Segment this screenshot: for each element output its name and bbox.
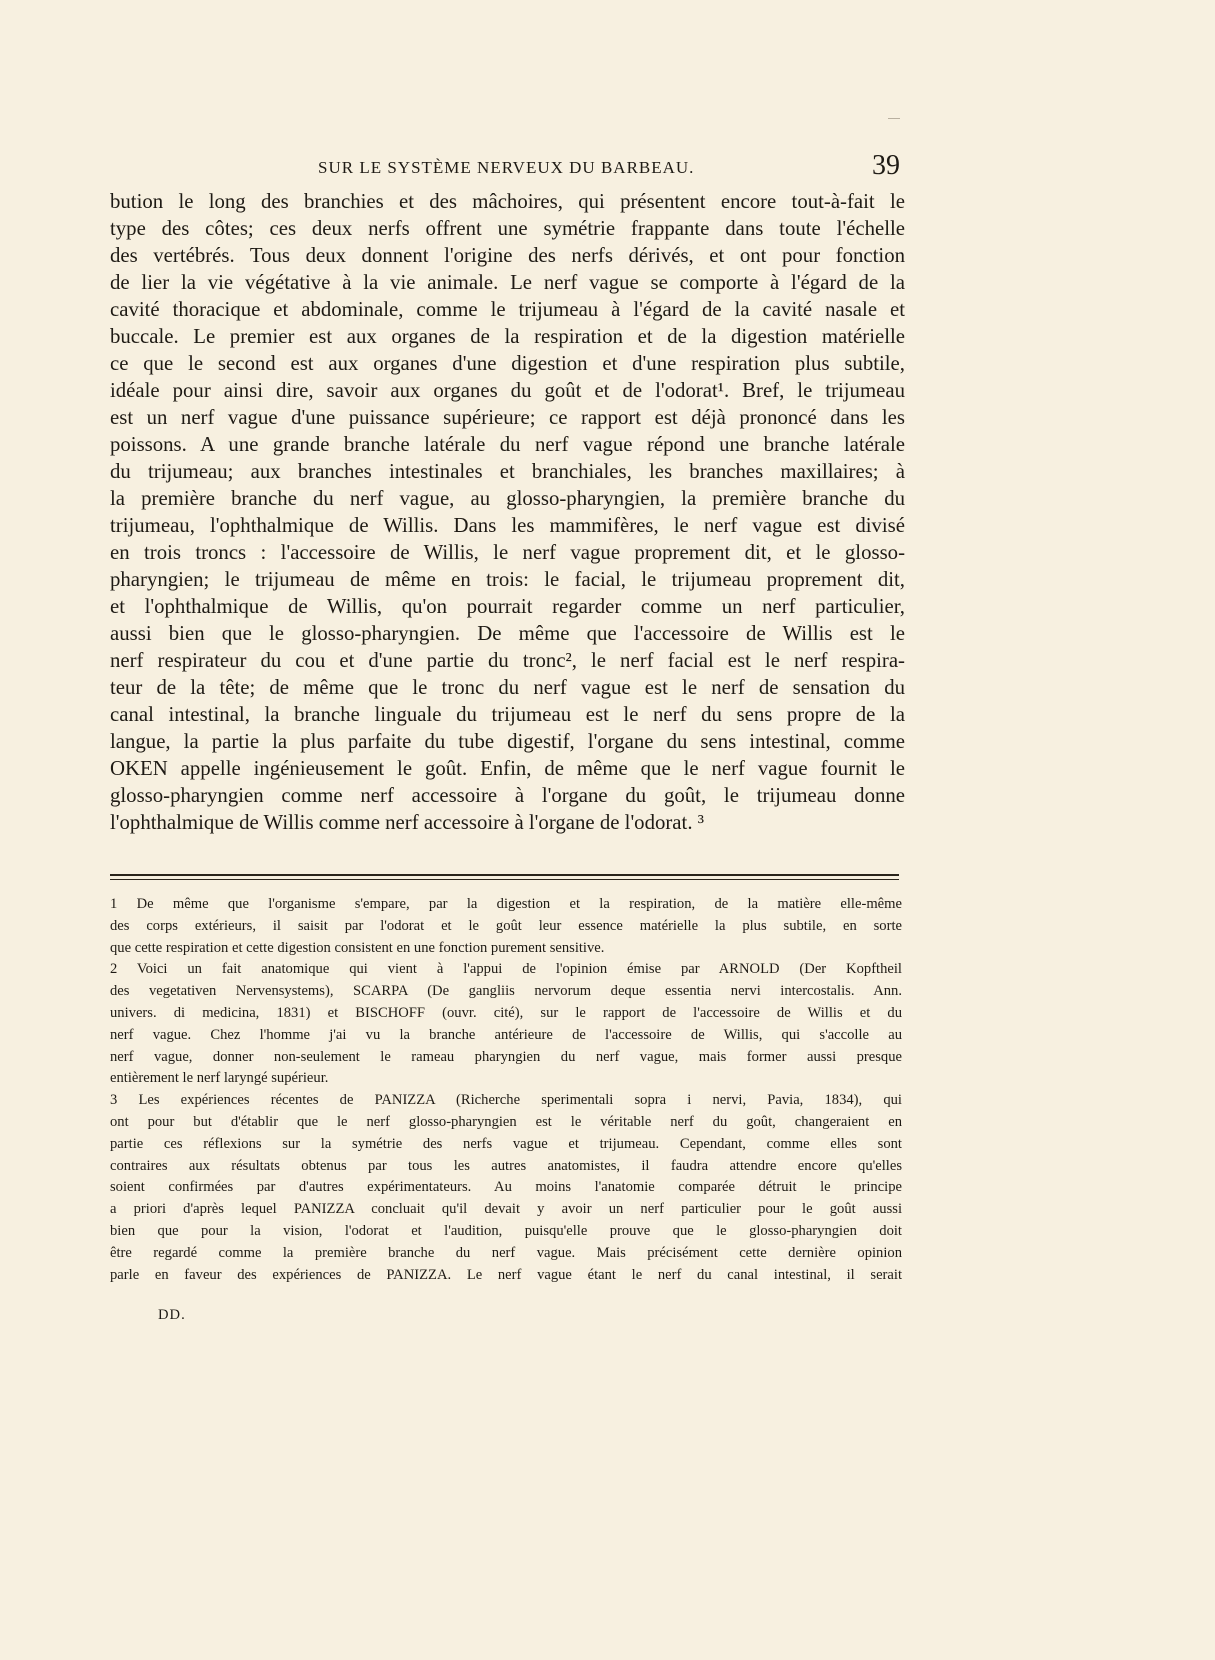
text-line: du trijumeau; aux branches intestinales et branchiales, les branches maxillaires; à	[110, 460, 905, 483]
footnote-line: des vegetativen Nervensystems), SCARPA (De gangliis nervorum deque essentia nervi intercostalis. Ann.	[110, 983, 902, 1000]
footnote-divider-thin	[110, 879, 899, 880]
footnote-line: a priori d'après lequel PANIZZA concluait qu'il devait y avoir un nerf particulier pour le goût aussi	[110, 1201, 902, 1218]
text-line: de lier la vie végétative à la vie animale. Le nerf vague se comporte à l'égard de la	[110, 271, 905, 294]
footnote-line: être regardé comme la première branche du nerf vague. Mais précisément cette dernière opinion	[110, 1244, 902, 1261]
footnote-line: contraires aux résultats obtenus par tous les autres anatomistes, il faudra attendre encore qu'elles	[110, 1157, 902, 1174]
text-line: et l'ophthalmique de Willis, qu'on pourrait regarder comme un nerf particulier,	[110, 595, 905, 618]
text-line: glosso-pharyngien comme nerf accessoire à l'organe du goût, le trijumeau donne	[110, 784, 905, 807]
text-line: ce que le second est aux organes d'une digestion et d'une respiration plus subtile,	[110, 352, 905, 375]
text-line: langue, la partie la plus parfaite du tube digestif, l'organe du sens intestinal, comme	[110, 730, 905, 753]
footnote-line: 3 Les expériences récentes de PANIZZA (Richerche sperimentali sopra i nervi, Pavia, 1834), qui	[110, 1092, 902, 1109]
text-line: aussi bien que le glosso-pharyngien. De même que l'accessoire de Willis est le	[110, 622, 905, 645]
footnote-line: 1 De même que l'organisme s'empare, par la digestion et la respiration, de la matière elle-même	[110, 896, 902, 912]
footnote-line: bien que pour la vision, l'odorat et l'audition, puisqu'elle prouve que le glosso-pharyngien doit	[110, 1222, 902, 1239]
footnote-line: 2 Voici un fait anatomique qui vient à l'appui de l'opinion émise par ARNOLD (Der Kopftheil	[110, 961, 902, 978]
text-line: poissons. A une grande branche latérale du nerf vague répond une branche latérale	[110, 433, 905, 456]
footnote-line: nerf vague, donner non-seulement le rameau pharyngien du nerf vague, mais former aussi presque	[110, 1048, 902, 1065]
footnote-line: que cette respiration et cette digestion consistent en une fonction purement sensitive.	[110, 939, 605, 956]
page-corner-mark	[888, 118, 900, 119]
footnotes	[110, 894, 902, 1286]
text-line: nerf respirateur du cou et d'une partie du tronc², le nerf facial est le nerf respira-	[110, 649, 905, 672]
main-text	[110, 188, 905, 836]
footnote-line: ont pour but d'établir que le nerf glosso-pharyngien est le véritable nerf du goût, changeraient en	[110, 1113, 902, 1130]
text-line: la première branche du nerf vague, au glosso-pharyngien, la première branche du	[110, 487, 905, 510]
footnote-line: partie ces réflexions sur la symétrie des nerfs vague et trijumeau. Cependant, comme elles sont	[110, 1135, 902, 1152]
text-line: cavité thoracique et abdominale, comme le trijumeau à l'égard de la cavité nasale et	[110, 298, 905, 321]
footnote-line: univers. di medicina, 1831) et BISCHOFF (ouvr. cité), sur le rapport de l'accessoire de Willis et du	[110, 1004, 902, 1021]
text-line: l'ophthalmique de Willis comme nerf accessoire à l'organe de l'odorat. ³	[110, 811, 704, 834]
text-line: teur de la tête; de même que le tronc du nerf vague est le nerf de sensation du	[110, 676, 905, 699]
running-title: SUR LE SYSTÈME NERVEUX DU BARBEAU.	[318, 158, 695, 177]
page-number: 39	[872, 150, 900, 181]
text-line: type des côtes; ces deux nerfs offrent une symétrie frappante dans toute l'échelle	[110, 217, 905, 240]
footnote-line: nerf vague. Chez l'homme j'ai vu la branche antérieure de l'accessoire de Willis, qui s'accolle au	[110, 1026, 902, 1043]
text-line: bution le long des branchies et des mâchoires, qui présentent encore tout-à-fait le	[110, 190, 905, 213]
footnote-line: parle en faveur des expériences de PANIZZA. Le nerf vague étant le nerf du canal intestinal, il serait	[110, 1266, 902, 1283]
text-line: OKEN appelle ingénieusement le goût. Enfin, de même que le nerf vague fournit le	[110, 757, 905, 780]
text-line: est un nerf vague d'une puissance supérieure; ce rapport est déjà prononcé dans les	[110, 406, 905, 429]
footnote-line: soient confirmées par d'autres expérimentateurs. Au moins l'anatomie comparée détruit le principe	[110, 1179, 902, 1196]
footnote-divider-thick	[110, 874, 899, 876]
text-line: des vertébrés. Tous deux donnent l'origine des nerfs dérivés, et ont pour fonction	[110, 244, 905, 267]
footnote-line: entièrement le nerf laryngé supérieur.	[110, 1070, 329, 1087]
text-line: pharyngien; le trijumeau de même en trois: le facial, le trijumeau proprement dit,	[110, 568, 905, 591]
text-line: idéale pour ainsi dire, savoir aux organes du goût et de l'odorat¹. Bref, le trijumeau	[110, 379, 905, 402]
text-line: trijumeau, l'ophthalmique de Willis. Dans les mammifères, le nerf vague est divisé	[110, 514, 905, 537]
running-head	[110, 150, 900, 184]
signature-mark: DD.	[158, 1307, 186, 1323]
text-line: en trois troncs : l'accessoire de Willis, le nerf vague proprement dit, et le glosso-	[110, 541, 905, 564]
footnote-line: des corps extérieurs, il saisit par l'odorat et le goût leur essence matérielle la plus subtile, en sorte	[110, 917, 902, 934]
text-line: buccale. Le premier est aux organes de la respiration et de la digestion matérielle	[110, 325, 905, 348]
text-line: canal intestinal, la branche linguale du trijumeau est le nerf du sens propre de la	[110, 703, 905, 726]
